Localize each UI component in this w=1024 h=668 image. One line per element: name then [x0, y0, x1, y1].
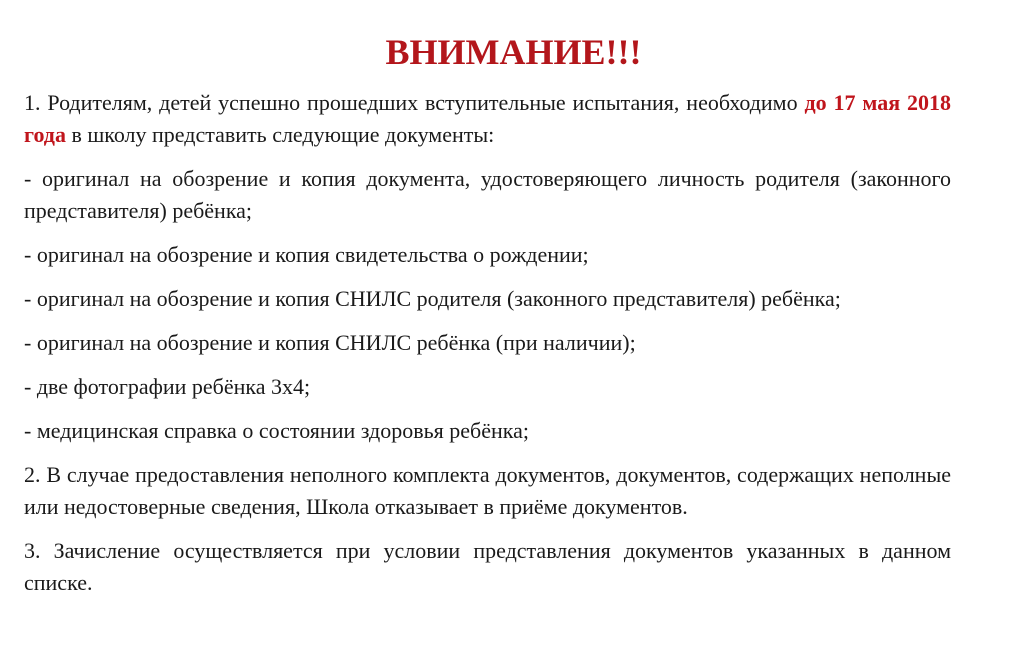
paragraph-1-text: 1. Родителям, детей успешно прошедших вступительные испытания, необходимо	[24, 90, 805, 115]
deadline-date: до 17 мая 2018 года	[24, 90, 951, 147]
paragraph-3: 3. Зачисление осуществляется при условии представления документов указанных в данном списке.	[24, 538, 951, 595]
paragraph-1-text-end: в школу представить следующие документы:	[65, 122, 495, 147]
list-item: - медицинская справка о состоянии здоровья ребёнка;	[24, 418, 530, 443]
list-item: - оригинал на обозрение и копия документа, удостоверяющего личность родителя (законного представителя) ребёнка;	[24, 166, 951, 223]
paragraph-1	[24, 87, 951, 151]
page-title: ВНИМАНИЕ!!!	[385, 32, 642, 72]
paragraph-2: 2. В случае предоставления неполного комплекта документов, документов, содержащих неполные или недостоверные сведения, Школа отказывает в приёме документов.	[24, 462, 951, 519]
notice-document	[24, 30, 951, 599]
list-item: - оригинал на обозрение и копия СНИЛС ребёнка (при наличии);	[24, 330, 636, 355]
list-item: - оригинал на обозрение и копия СНИЛС родителя (законного представителя) ребёнка;	[24, 286, 841, 311]
list-item: - оригинал на обозрение и копия свидетельства о рождении;	[24, 242, 589, 267]
list-item: - две фотографии ребёнка 3х4;	[24, 374, 311, 399]
